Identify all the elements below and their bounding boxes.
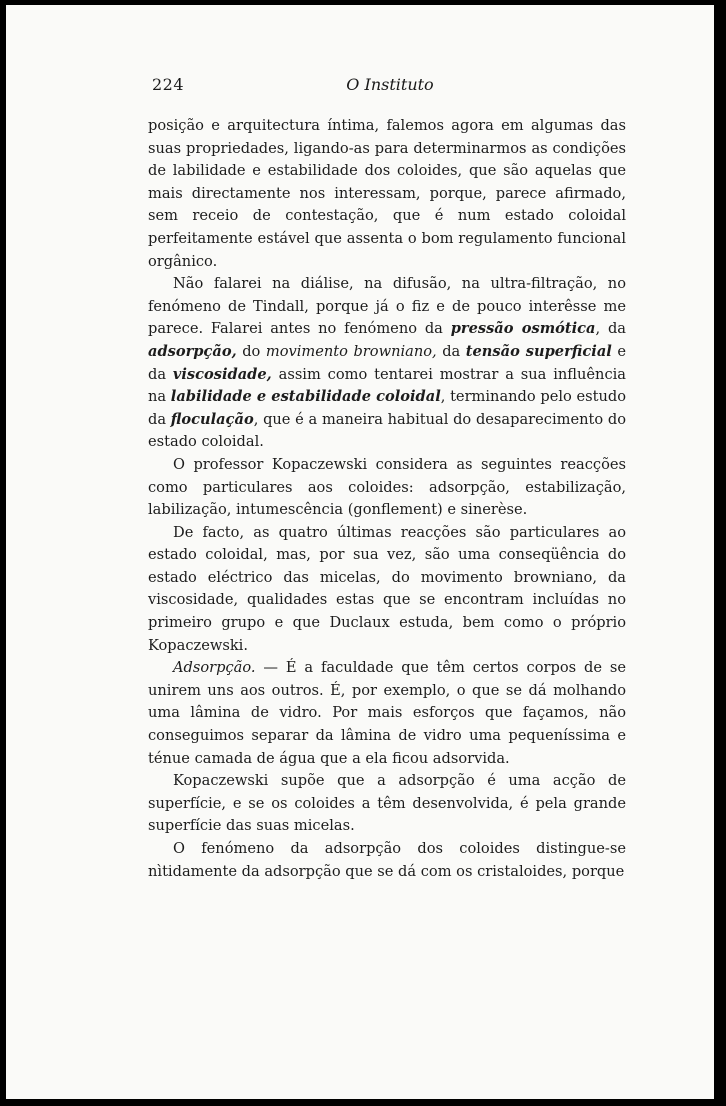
text-run: assim como tentarei mostrar a sua influência na xyxy=(148,365,626,406)
text-run: , que é a maneira habitual do desaparecimento do estado coloidal. xyxy=(148,410,626,451)
page-header xyxy=(152,75,628,103)
emphasized-term: labilidade e estabilidade coloidal xyxy=(170,388,441,406)
emphasized-term: Adsorpção. xyxy=(173,659,256,677)
emphasized-term: tensão superficial xyxy=(465,342,612,360)
page-number: 224 xyxy=(152,75,185,94)
text-run: O professor Kopaczewski considera as seguintes reacções como particulares aos coloides: adsorpção, estabilização, labilização, intumescência (gonflement) e sinerèse. xyxy=(148,455,626,519)
text-run: — É a faculdade que têm certos corpos de se unirem uns aos outros. É, por exemplo, o que se dá molhando uma lâmina de vidro. Por mais esforços que façamos, não conseguimos separar da lâmina de vidro uma pequeníssima e ténue camada de água que a ela ficou adsorvida. xyxy=(148,659,626,767)
paragraph xyxy=(148,522,626,658)
text-run: do xyxy=(236,342,266,360)
book-page xyxy=(6,5,714,1099)
text-run: Não falarei na diálise, na difusão, na ultra-filtração, no fenómeno de Tindall, porque já o fiz e de pouco interêsse me parece. Falarei antes no fenómeno da xyxy=(148,275,626,338)
emphasized-term: floculação xyxy=(170,410,254,428)
text-run: posição e arquitectura íntima, falemos agora em algumas das suas propriedades, ligando-as para determinarmos as condições de labilidade e estabilidade dos coloides, que são aquelas que mais directamente nos interessam, porque, parece afirmado, sem receio de contestação, que é num estado coloidal perfeitamente estável que assenta o bom regulamento funcional orgânico. xyxy=(148,117,626,270)
paragraph xyxy=(148,273,626,454)
body-text xyxy=(148,115,626,883)
emphasized-term: movimento browniano, xyxy=(265,342,437,360)
running-title: O Instituto xyxy=(346,75,434,94)
text-run: , da xyxy=(595,320,626,338)
paragraph xyxy=(148,838,626,883)
emphasized-term: viscosidade, xyxy=(172,365,272,383)
text-run: , terminando pelo estudo da xyxy=(148,388,626,428)
paragraph xyxy=(148,770,626,838)
paragraph xyxy=(148,115,626,273)
text-run: De facto, as quatro últimas reacções são particulares ao estado coloidal, mas, por sua vez, são uma conseqüência do estado eléctrico das micelas, do movimento browniano, da viscosidade, qualidades estas que se encontram incluídas no primeiro grupo e que Duclaux estuda, bem como o próprio Kopaczewski. xyxy=(148,523,626,654)
text-run: Kopaczewski supõe que a adsorpção é uma acção de superfície, e se os coloides a têm desenvolvida, é pela grande superfície das suas micelas. xyxy=(148,772,626,835)
text-run: e da xyxy=(148,342,626,383)
text-run: O fenómeno da adsorpção dos coloides distingue-se nìtidamente da adsorpção que se dá com os cristaloides, porque xyxy=(148,840,626,880)
text-run: da xyxy=(436,342,466,360)
paragraph xyxy=(148,454,626,522)
paragraph xyxy=(148,657,626,770)
emphasized-term: adsorpção, xyxy=(148,342,237,360)
emphasized-term: pressão osmótica xyxy=(450,320,596,338)
